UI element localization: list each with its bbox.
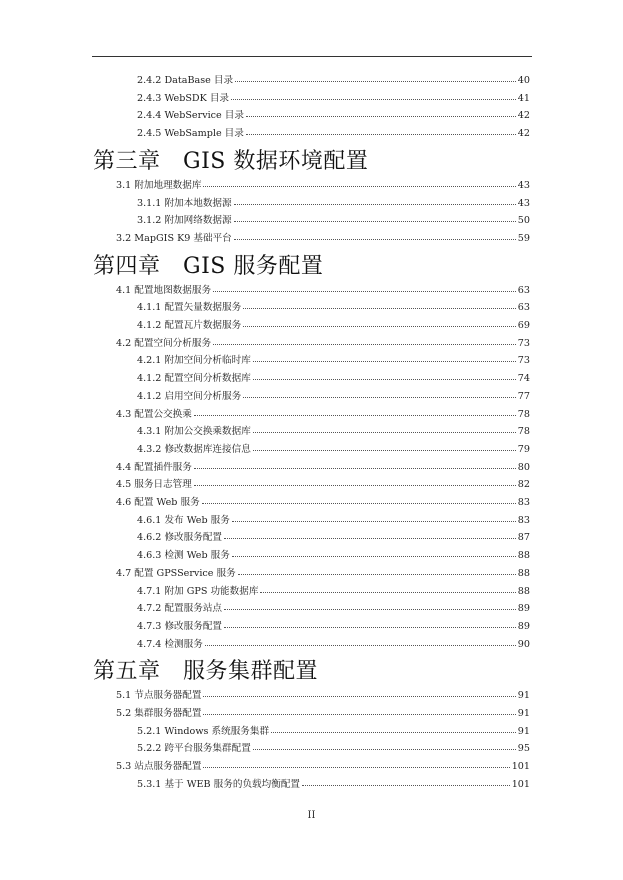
toc-entry-title: 4.1.2 配置瓦片数据服务 xyxy=(137,320,242,331)
toc-subsection-entry[interactable] xyxy=(137,620,530,632)
toc-page-number: 89 xyxy=(517,620,530,632)
toc-entry-title: 3.1 附加地理数据库 xyxy=(116,179,202,191)
toc-subsection-entry[interactable] xyxy=(137,531,530,543)
toc-page-number: 42 xyxy=(517,110,530,122)
toc-page-number: 88 xyxy=(517,567,530,579)
toc-page-number: 78 xyxy=(517,426,530,438)
toc-subsection-entry[interactable] xyxy=(137,514,530,526)
toc-subsection-entry[interactable] xyxy=(137,585,530,597)
chapter-heading: 第三章 GIS 数据环境配置 xyxy=(93,148,369,174)
toc-subsection-entry[interactable] xyxy=(137,443,530,455)
toc-page-number: 42 xyxy=(517,128,530,140)
toc-subsection-entry[interactable] xyxy=(137,425,530,437)
page-number: II xyxy=(307,810,316,821)
toc-dot-leader xyxy=(202,495,516,504)
toc-subsection-entry[interactable] xyxy=(137,742,530,754)
toc-dot-leader xyxy=(235,73,516,82)
toc-page-number: 88 xyxy=(517,550,530,562)
toc-entry-title: 4.4 配置插件服务 xyxy=(116,461,192,473)
toc-entry-title: 3.2 MapGIS K9 基础平台 xyxy=(116,232,232,244)
toc-page-number: 40 xyxy=(517,75,530,86)
toc-page-number: 80 xyxy=(517,461,530,473)
toc-dot-leader xyxy=(194,477,516,486)
toc-entry-title: 4.7.4 检测服务 xyxy=(137,638,203,650)
toc-dot-leader xyxy=(232,513,516,522)
toc-dot-leader xyxy=(253,424,516,433)
toc-page-number: 41 xyxy=(517,92,530,104)
toc-section-entry[interactable] xyxy=(116,461,530,473)
toc-page-number: 87 xyxy=(517,532,530,544)
toc-page-number: 88 xyxy=(517,585,530,597)
toc-page-number: 89 xyxy=(517,603,530,615)
toc-dot-leader xyxy=(203,706,515,715)
toc-dot-leader xyxy=(243,300,516,309)
toc-page-number: 101 xyxy=(511,761,530,773)
toc-section-entry[interactable] xyxy=(116,689,530,701)
toc-entry-title: 5.2.1 Windows 系统服务集群 xyxy=(137,725,270,737)
toc-dot-leader xyxy=(260,584,515,593)
toc-page-number: 101 xyxy=(511,778,530,790)
toc-page-number: 91 xyxy=(517,708,530,719)
toc-entry-title: 4.7.1 附加 GPS 功能数据库 xyxy=(137,585,259,597)
toc-section-entry[interactable] xyxy=(116,707,530,719)
toc-entry-title: 4.1.2 启用空间分析服务 xyxy=(137,390,242,402)
header-rule xyxy=(92,56,532,57)
toc-entry-title: 4.2 配置空间分析服务 xyxy=(116,337,212,349)
toc-dot-leader xyxy=(253,741,516,750)
toc-entry-title: 4.5 服务日志管理 xyxy=(116,479,192,491)
toc-section-entry[interactable] xyxy=(116,284,530,296)
toc-section-entry[interactable] xyxy=(116,567,530,579)
toc-subsection-entry[interactable] xyxy=(137,390,530,402)
toc-section-entry[interactable] xyxy=(116,179,530,191)
toc-page-number: 95 xyxy=(517,743,530,755)
toc-page-number: 74 xyxy=(517,373,530,385)
toc-page-number: 91 xyxy=(517,690,530,702)
toc-entry-title: 2.4.3 WebSDK 目录 xyxy=(137,92,230,104)
toc-entry-title: 5.3 站点服务器配置 xyxy=(116,761,202,773)
toc-subsection-entry[interactable] xyxy=(137,74,530,86)
toc-entry-title: 2.4.4 WebService 目录 xyxy=(137,110,244,122)
toc-entry-title: 5.1 节点服务器配置 xyxy=(116,690,202,702)
toc-page-number: 83 xyxy=(517,497,530,508)
toc-section-entry[interactable] xyxy=(116,496,530,508)
toc-page-number: 43 xyxy=(517,179,530,191)
toc-page-number: 69 xyxy=(517,320,530,331)
toc-entry-title: 4.6 配置 Web 服务 xyxy=(116,497,200,508)
toc-page-number: 73 xyxy=(517,355,530,367)
toc-dot-leader xyxy=(203,178,515,187)
toc-section-entry[interactable] xyxy=(116,478,530,490)
toc-subsection-entry[interactable] xyxy=(137,127,530,139)
toc-subsection-entry[interactable] xyxy=(137,109,530,121)
toc-entry-title: 4.1.2 配置空间分析数据库 xyxy=(137,373,251,385)
chapter-heading: 第四章 GIS 服务配置 xyxy=(93,253,324,279)
toc-entry-title: 4.1 配置地图数据服务 xyxy=(116,284,212,296)
toc-page-number: 90 xyxy=(517,638,530,650)
toc-page-number: 59 xyxy=(517,232,530,244)
toc-entry-title: 4.6.2 修改服务配置 xyxy=(137,532,223,544)
toc-entry-title: 4.7 配置 GPSService 服务 xyxy=(116,567,236,579)
toc-dot-leader xyxy=(253,353,516,362)
toc-page-number: 43 xyxy=(517,197,530,209)
toc-dot-leader xyxy=(234,196,516,205)
toc-dot-leader xyxy=(234,231,516,240)
toc-entry-title: 2.4.2 DataBase 目录 xyxy=(137,75,234,86)
toc-dot-leader xyxy=(234,213,516,222)
toc-entry-title: 2.4.5 WebSample 目录 xyxy=(137,128,244,140)
toc-page-number: 82 xyxy=(517,479,530,491)
toc-entry-title: 4.3.1 附加公交换乘数据库 xyxy=(137,426,251,438)
toc-subsection-entry[interactable] xyxy=(137,214,530,226)
toc-subsection-entry[interactable] xyxy=(137,725,530,737)
toc-dot-leader xyxy=(213,336,516,345)
toc-dot-leader xyxy=(224,530,516,539)
toc-entry-title: 3.1.1 附加本地数据源 xyxy=(137,197,232,209)
toc-dot-leader xyxy=(203,688,515,697)
toc-entry-title: 5.3.1 基于 WEB 服务的负载均衡配置 xyxy=(137,778,301,790)
toc-dot-leader xyxy=(231,91,516,100)
toc-dot-leader xyxy=(253,371,516,380)
toc-entry-title: 4.3.2 修改数据库连接信息 xyxy=(137,443,251,455)
toc-page-number: 63 xyxy=(517,302,530,314)
toc-section-entry[interactable] xyxy=(116,232,530,244)
toc-subsection-entry[interactable] xyxy=(137,197,530,209)
toc-dot-leader xyxy=(271,724,516,733)
toc-entry-title: 4.6.3 检测 Web 服务 xyxy=(137,550,230,562)
chapter-heading: 第五章 服务集群配置 xyxy=(93,659,319,685)
toc-dot-leader xyxy=(243,318,516,327)
toc-dot-leader xyxy=(232,548,516,557)
toc-dot-leader xyxy=(246,108,516,117)
toc-subsection-entry[interactable] xyxy=(137,778,530,790)
toc-dot-leader xyxy=(243,389,516,398)
toc-dot-leader xyxy=(302,777,510,786)
toc-dot-leader xyxy=(224,601,516,610)
toc-dot-leader xyxy=(253,442,516,451)
toc-dot-leader xyxy=(213,283,516,292)
toc-subsection-entry[interactable] xyxy=(137,319,530,331)
toc-subsection-entry[interactable] xyxy=(137,638,530,650)
toc-subsection-entry[interactable] xyxy=(137,602,530,614)
toc-page-number: 91 xyxy=(517,725,530,737)
toc-subsection-entry[interactable] xyxy=(137,301,530,313)
toc-subsection-entry[interactable] xyxy=(137,92,530,104)
toc-dot-leader xyxy=(246,126,516,135)
toc-page-number: 63 xyxy=(517,284,530,296)
toc-page-number: 78 xyxy=(517,408,530,420)
toc-entry-title: 5.2.2 跨平台服务集群配置 xyxy=(137,743,251,755)
toc-dot-leader xyxy=(205,637,516,646)
toc-section-entry[interactable] xyxy=(116,760,530,772)
toc-page-number: 73 xyxy=(517,337,530,349)
toc-page-number: 79 xyxy=(517,443,530,455)
toc-entry-title: 4.2.1 附加空间分析临时库 xyxy=(137,355,251,367)
toc-entry-title: 4.1.1 配置矢量数据服务 xyxy=(137,302,242,314)
toc-page-number: 50 xyxy=(517,215,530,227)
toc-page-number: 77 xyxy=(517,390,530,402)
toc-dot-leader xyxy=(238,566,516,575)
toc-subsection-entry[interactable] xyxy=(137,354,530,366)
toc-entry-title: 4.6.1 发布 Web 服务 xyxy=(137,514,230,526)
toc-entry-title: 4.7.2 配置服务站点 xyxy=(137,603,223,615)
toc-entry-title: 3.1.2 附加网络数据源 xyxy=(137,215,232,227)
toc-entry-title: 4.7.3 修改服务配置 xyxy=(137,620,223,632)
toc-page-number: 83 xyxy=(517,514,530,526)
toc-section-entry[interactable] xyxy=(116,408,530,420)
toc-entry-title: 5.2 集群服务器配置 xyxy=(116,708,202,719)
toc-subsection-entry[interactable] xyxy=(137,549,530,561)
toc-section-entry[interactable] xyxy=(116,337,530,349)
toc-dot-leader xyxy=(224,619,516,628)
toc-dot-leader xyxy=(194,460,516,469)
toc-entry-title: 4.3 配置公交换乘 xyxy=(116,408,192,420)
toc-dot-leader xyxy=(203,759,509,768)
toc-subsection-entry[interactable] xyxy=(137,372,530,384)
toc-dot-leader xyxy=(194,407,516,416)
